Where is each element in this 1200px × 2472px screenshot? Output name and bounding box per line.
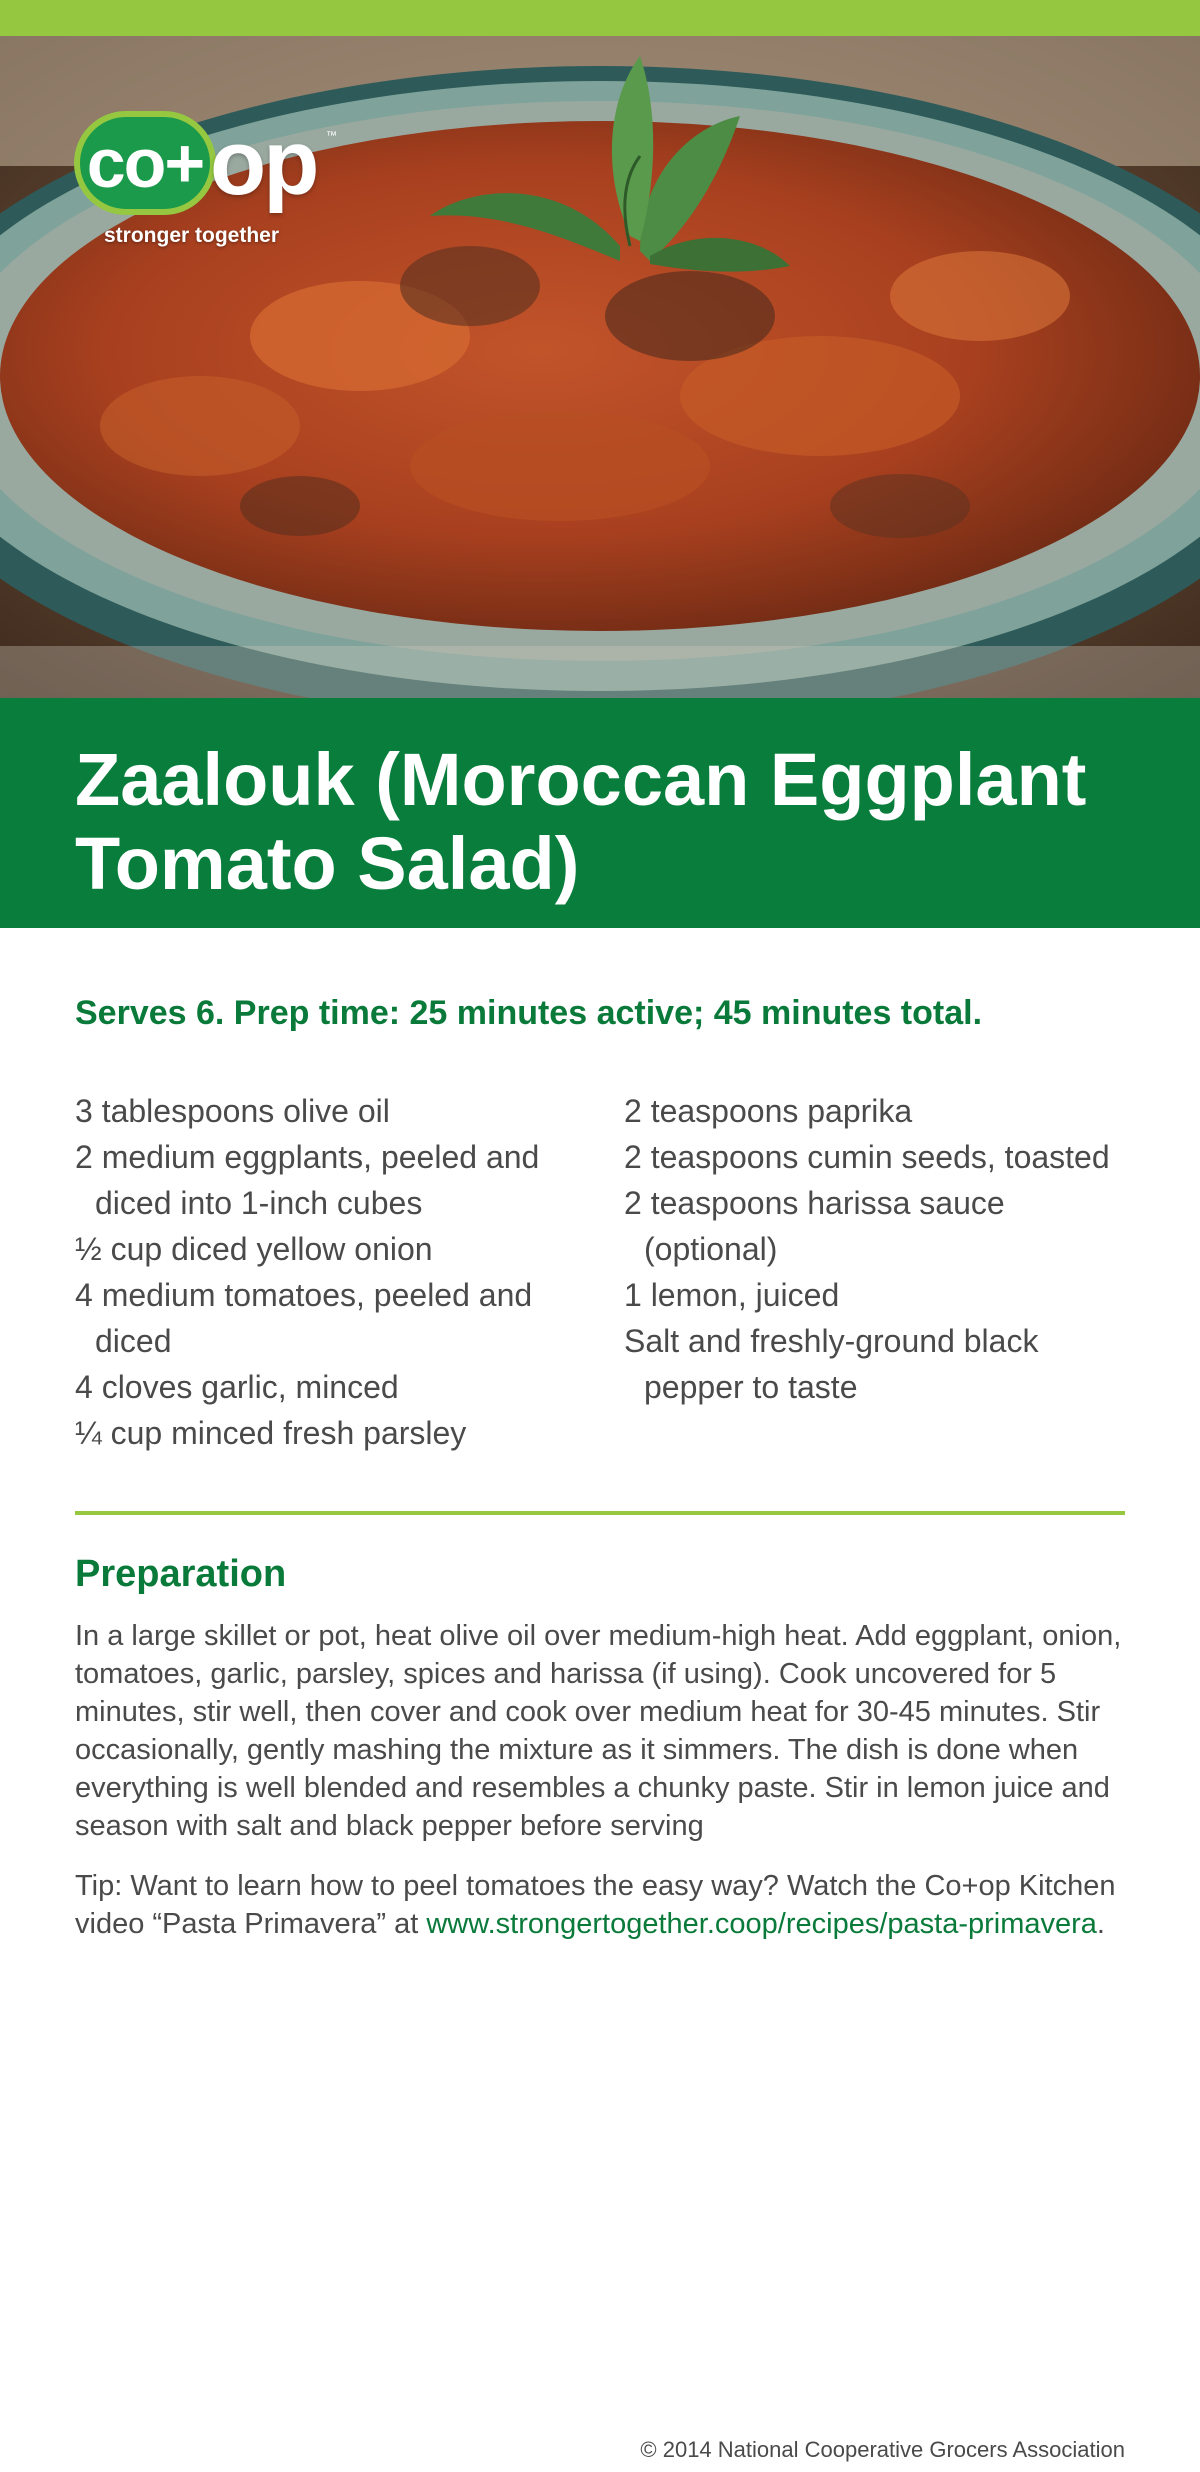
- copyright-notice: © 2014 National Cooperative Grocers Association: [640, 2437, 1125, 2462]
- trademark-symbol: ™: [326, 130, 337, 142]
- ingredient-item: 4 cloves garlic, minced: [75, 1369, 399, 1405]
- preparation-heading: Preparation: [75, 1553, 287, 1595]
- preparation-text: In a large skillet or pot, heat olive oil over medium-high heat. Add eggplant, onion, tomatoes, garlic, parsley, spices and harissa (if using). Cook uncovered for 5 minutes, stir well, then cover and cook over medium heat for 30-45 minutes. Stir occasionally, gently mashing the mixture as it simmers. The dish is done when everything is well blended and resembles a chunky paste. Stir in lemon juice and season with salt and black pepper before serving: [75, 1620, 1122, 1842]
- ingredient-item: 2 medium eggplants, peeled and diced into 1-inch cubes: [75, 1139, 540, 1221]
- recipe-title: Zaalouk (Moroccan Eggplant Tomato Salad): [75, 738, 1087, 905]
- ingredient-item: 3 tablespoons olive oil: [75, 1093, 390, 1129]
- section-divider: [75, 1511, 1125, 1515]
- coop-logo: [74, 108, 354, 258]
- tip-text: Tip: Want to learn how to peel tomatoes the easy way? Watch the Co+op Kitchen video “Pasta Primavera” at: [75, 1870, 1116, 1940]
- ingredient-item: ¼ cup minced fresh parsley: [75, 1415, 467, 1451]
- tip-paragraph: [75, 1867, 1135, 1943]
- top-accent-bar: [0, 0, 1200, 36]
- tip-end: .: [1096, 1908, 1105, 1940]
- ingredient-item: 1 lemon, juiced: [624, 1277, 840, 1313]
- ingredient-item: 2 teaspoons harissa sauce (optional): [624, 1185, 1005, 1267]
- ingredient-item: Salt and freshly-ground black pepper to taste: [624, 1323, 1039, 1405]
- logo-wordmark: co+ op: [74, 108, 316, 218]
- serves-prep-time: Serves 6. Prep time: 25 minutes active; 45 minutes total.: [75, 994, 983, 1032]
- ingredients-right-column: [624, 1088, 1144, 1410]
- hero-photo: [0, 36, 1200, 698]
- ingredient-item: 4 medium tomatoes, peeled and diced: [75, 1277, 533, 1359]
- ingredient-item: ½ cup diced yellow onion: [75, 1231, 433, 1267]
- ingredient-item: 2 teaspoons cumin seeds, toasted: [624, 1139, 1110, 1175]
- ingredient-item: 2 teaspoons paprika: [624, 1093, 913, 1129]
- tip-link[interactable]: www.strongertogether.coop/recipes/pasta-primavera: [426, 1908, 1097, 1940]
- ingredients-left-column: [75, 1088, 595, 1456]
- title-band: [0, 698, 1200, 928]
- logo-tagline: stronger together: [104, 224, 280, 247]
